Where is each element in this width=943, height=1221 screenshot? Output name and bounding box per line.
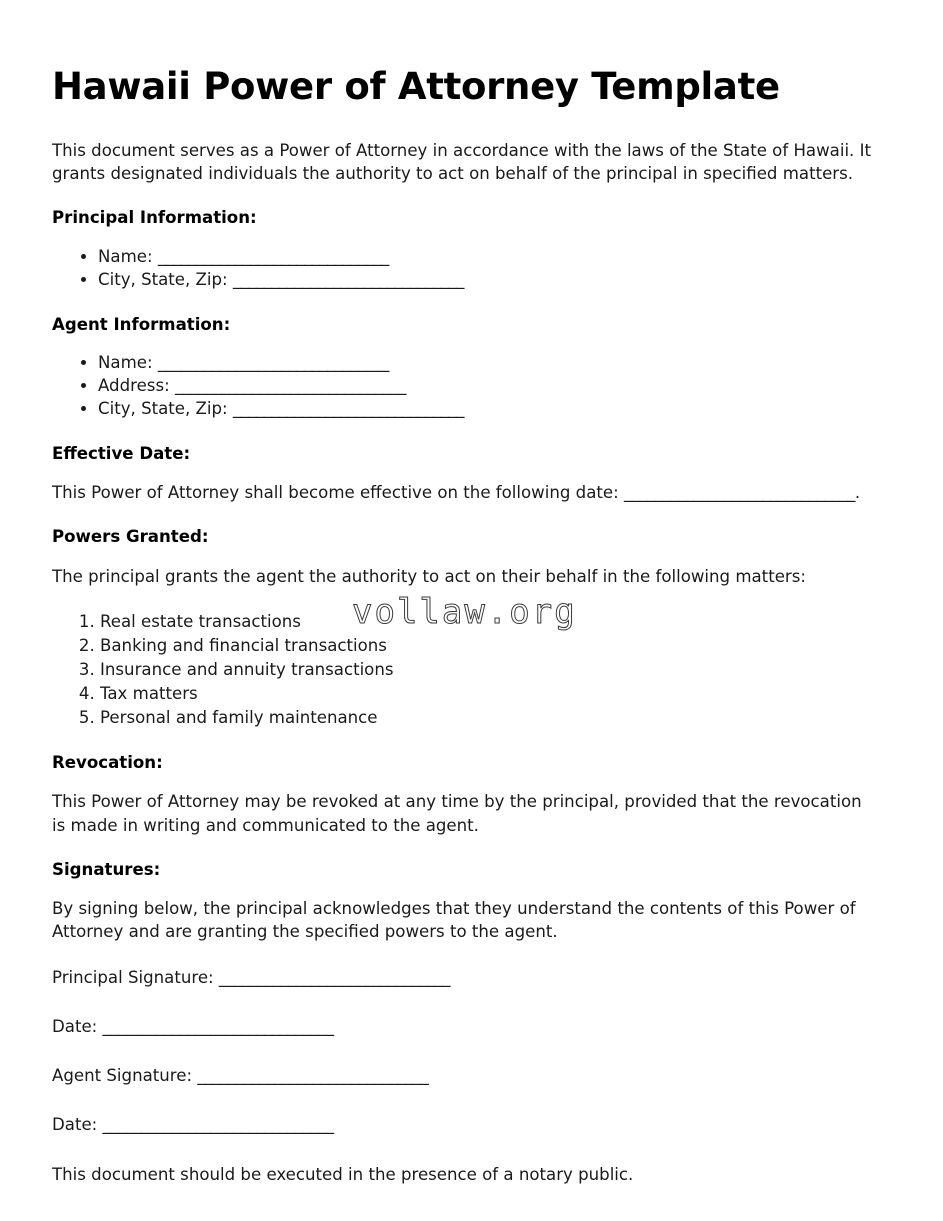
list-item bbox=[98, 269, 875, 292]
agent-date-fill[interactable]: ______________________________ bbox=[102, 1115, 334, 1135]
list-item: 3. Insurance and annuity transactions bbox=[100, 658, 875, 682]
agent-signature-label: Agent Signature: bbox=[52, 1066, 198, 1086]
effective-date-heading: Effective Date: bbox=[52, 443, 191, 463]
page-title: Hawaii Power of Attorney Template bbox=[52, 65, 780, 108]
agent-signature-fill[interactable]: ______________________________ bbox=[197, 1066, 429, 1086]
agent-date-label: Date: bbox=[52, 1115, 103, 1135]
principal-name-label: Name: bbox=[98, 246, 158, 266]
principal-citystatezip-label: City, State, Zip: bbox=[98, 269, 233, 289]
principal-information-heading: Principal Information: bbox=[52, 208, 257, 228]
effective-date-suffix: . bbox=[854, 482, 861, 502]
list-item: 1. Real estate transactions bbox=[100, 610, 875, 634]
principal-date-label: Date: bbox=[52, 1016, 103, 1036]
list-item bbox=[98, 375, 875, 398]
signatures-paragraph: By signing below, the principal acknowledges that they understand the contents of this Power of Attorney and are granting the specified powers to the agent. bbox=[52, 899, 856, 942]
agent-address-fill[interactable]: ______________________________ bbox=[174, 375, 406, 395]
principal-date-line bbox=[52, 1015, 875, 1038]
revocation-heading: Revocation: bbox=[52, 753, 163, 773]
closing-note: This document should be executed in the presence of a notary public. bbox=[52, 1164, 634, 1184]
list-item bbox=[98, 352, 875, 375]
agent-information-heading: Agent Information: bbox=[52, 314, 231, 334]
list-item bbox=[98, 398, 875, 421]
principal-citystatezip-fill[interactable]: ______________________________ bbox=[232, 269, 464, 289]
signatures-heading: Signatures: bbox=[52, 859, 161, 879]
agent-field-list bbox=[52, 352, 875, 421]
principal-signature-label: Principal Signature: bbox=[52, 967, 219, 987]
agent-date-line bbox=[52, 1113, 875, 1136]
principal-signature-line bbox=[52, 966, 875, 989]
principal-name-fill[interactable]: ______________________________ bbox=[157, 246, 389, 266]
effective-date-fill[interactable]: ______________________________ bbox=[623, 482, 855, 502]
agent-citystatezip-fill[interactable]: ______________________________ bbox=[232, 398, 464, 418]
powers-intro-paragraph: The principal grants the agent the authority to act on their behalf in the following matters: bbox=[52, 566, 806, 586]
effective-date-text: This Power of Attorney shall become effective on the following date: bbox=[52, 482, 624, 502]
intro-paragraph: This document serves as a Power of Attorney in accordance with the laws of the State of Hawaii. It grants designated individuals the authority to act on behalf of the principal in specified matters. bbox=[52, 140, 872, 184]
principal-field-list bbox=[52, 246, 875, 292]
agent-citystatezip-label: City, State, Zip: bbox=[98, 398, 233, 418]
powers-granted-list bbox=[52, 610, 875, 730]
agent-name-label: Name: bbox=[98, 352, 158, 372]
list-item: 4. Tax matters bbox=[100, 682, 875, 706]
principal-date-fill[interactable]: ______________________________ bbox=[102, 1016, 334, 1036]
agent-name-fill[interactable]: ______________________________ bbox=[157, 352, 389, 372]
powers-granted-heading: Powers Granted: bbox=[52, 527, 209, 547]
list-item bbox=[98, 246, 875, 269]
list-item: 5. Personal and family maintenance bbox=[100, 706, 875, 730]
revocation-paragraph: This Power of Attorney may be revoked at any time by the principal, provided that the revocation is made in writing and communicated to the agent. bbox=[52, 792, 862, 835]
effective-date-paragraph bbox=[52, 481, 875, 504]
principal-signature-fill[interactable]: ______________________________ bbox=[218, 967, 450, 987]
watermark-vollaw: vollaw.org bbox=[352, 592, 577, 632]
agent-address-label: Address: bbox=[98, 375, 175, 395]
list-item: 2. Banking and financial transactions bbox=[100, 634, 875, 658]
agent-signature-line bbox=[52, 1064, 875, 1087]
